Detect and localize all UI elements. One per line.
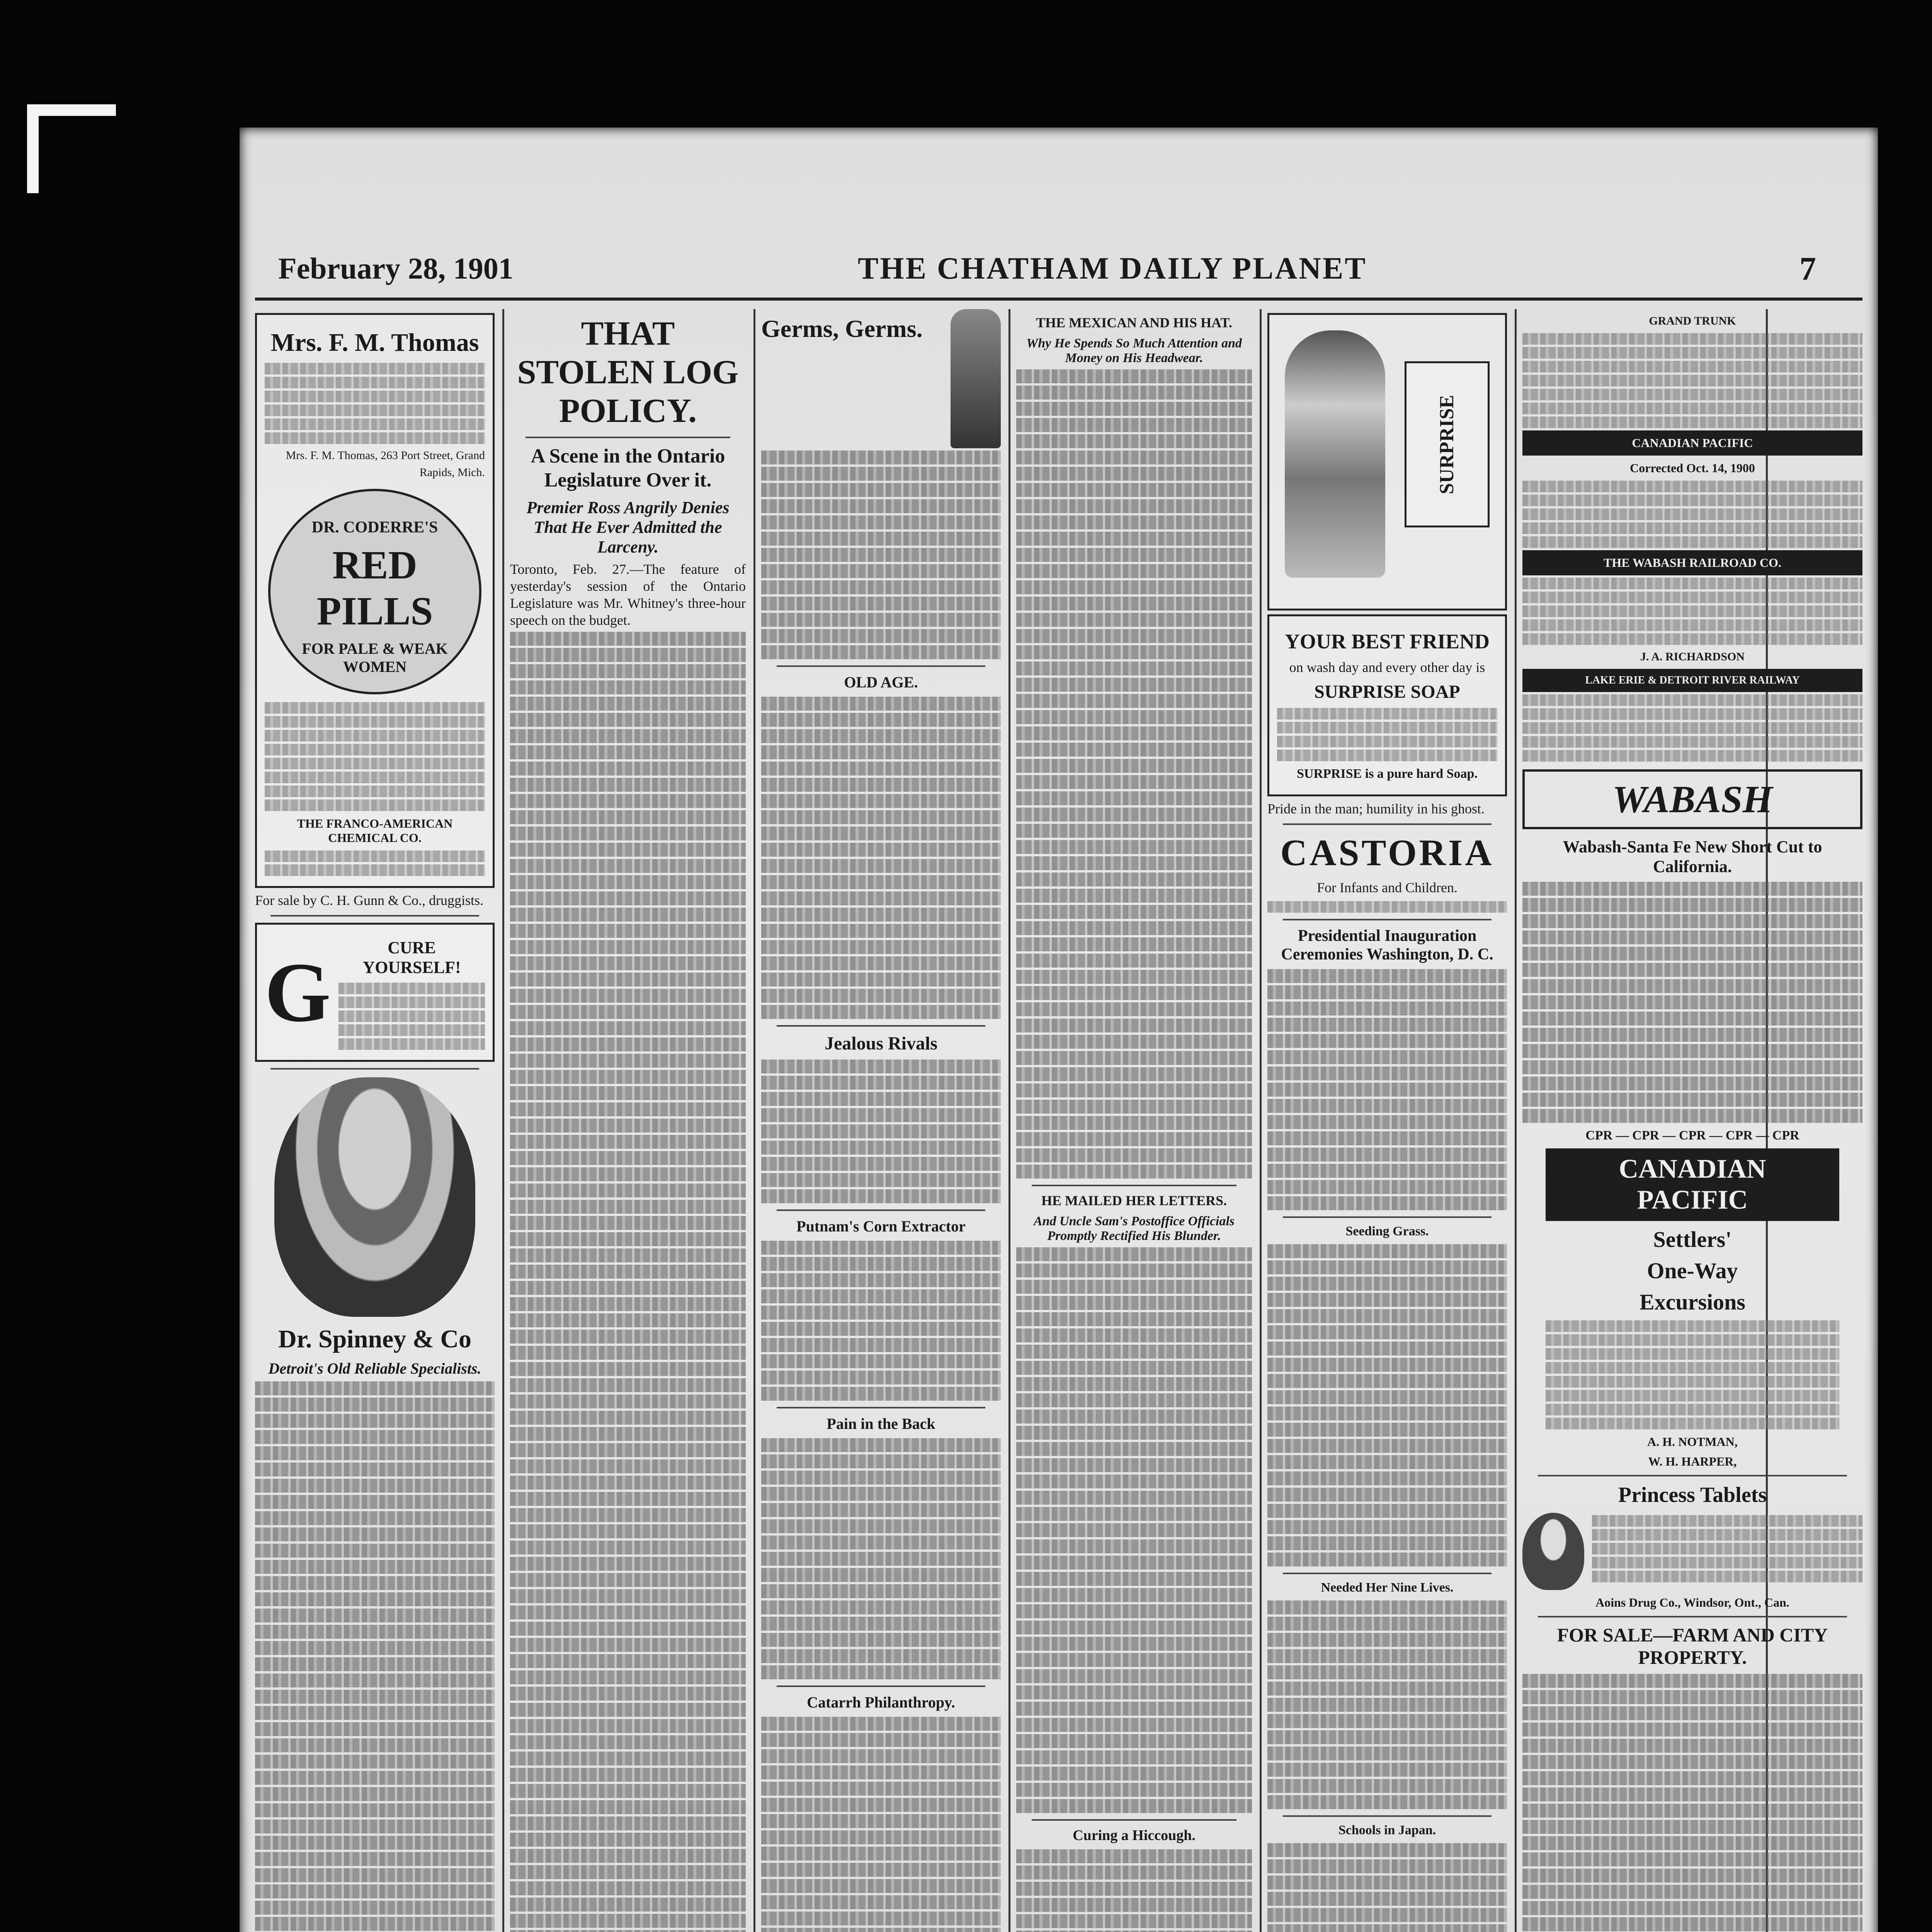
column-divider	[1009, 309, 1010, 1932]
wabash-headline: Wabash-Santa Fe New Short Cut to California.	[1563, 837, 1822, 876]
notman-agent: A. H. NOTMAN,	[1647, 1435, 1738, 1449]
aoins-drug-co: Aoins Drug Co., Windsor, Ont., Can.	[1595, 1595, 1789, 1609]
canadian-pacific-timetable-header: CANADIAN PACIFIC	[1522, 430, 1862, 456]
soap-box-label: SURPRISE	[1436, 395, 1458, 494]
mexican-title: THE MEXICAN AND HIS HAT.	[1036, 315, 1232, 330]
pills-name: RED PILLS	[316, 543, 433, 633]
page-number: 7	[1799, 250, 1816, 287]
settlers-line: Settlers'	[1653, 1227, 1732, 1252]
jealous-rivals-title: Jealous Rivals	[824, 1033, 938, 1054]
column-divider	[1515, 309, 1517, 1932]
castoria-subtitle: For Infants and Children.	[1317, 880, 1458, 895]
surprise-soap-name: SURPRISE SOAP	[1314, 682, 1460, 702]
harper-agent: W. H. HARPER,	[1648, 1454, 1737, 1468]
column-2	[510, 309, 746, 1932]
thomas-name: Mrs. F. M. Thomas	[270, 328, 479, 357]
putnam-title: Putnam's Corn Extractor	[796, 1218, 966, 1235]
sale-notice: For sale by C. H. Gunn & Co., druggists.	[255, 893, 484, 908]
crop-mark	[27, 104, 116, 116]
cp-logo-line-2: PACIFIC	[1637, 1185, 1748, 1215]
princess-tablets-title: Princess Tablets	[1618, 1483, 1767, 1507]
richardson-agent: J. A. RICHARDSON	[1640, 650, 1745, 663]
doctor-portrait	[274, 1077, 475, 1317]
column-divider	[1260, 309, 1262, 1932]
red-pills-ad	[255, 313, 495, 888]
cp-logo-line-1: CANADIAN	[1619, 1154, 1766, 1184]
column-4	[1016, 309, 1252, 1932]
cure-title: CURE YOURSELF!	[362, 938, 461, 977]
deck-ontario: A Scene in the Ontario Legislature Over it.	[531, 445, 725, 491]
one-way-line: One-Way	[1647, 1258, 1738, 1283]
grand-trunk-header: GRAND TRUNK	[1649, 315, 1736, 327]
old-age-title: OLD AGE.	[844, 673, 918, 691]
for-sale-title: FOR SALE—FARM AND CITY PROPERTY.	[1557, 1624, 1828, 1668]
wabash-railroad-header: THE WABASH RAILROAD CO.	[1522, 550, 1862, 575]
big-g-letter: G	[265, 945, 331, 1039]
castoria-title: CASTORIA	[1280, 832, 1494, 873]
mexican-deck: Why He Spends So Much Attention and Money on His Headwear.	[1026, 336, 1242, 365]
lake-erie-header: LAKE ERIE & DETROIT RIVER RAILWAY	[1522, 669, 1862, 692]
cpr-row: CPR — CPR — CPR — CPR — CPR	[1585, 1128, 1799, 1143]
wash-day-line: on wash day and every other day is	[1289, 660, 1485, 675]
best-friend-title: YOUR BEST FRIEND	[1284, 630, 1490, 653]
germs-title: Germs, Germs.	[761, 315, 923, 342]
letters-title: HE MAILED HER LETTERS.	[1041, 1193, 1227, 1208]
newspaper-page	[240, 128, 1878, 1932]
catarrh-title: Catarrh Philanthropy.	[807, 1694, 955, 1711]
thomas-address: Mrs. F. M. Thomas, 263 Port Street, Grand Rapids, Mich.	[286, 449, 485, 479]
article-lead: Toronto, Feb. 27.—The feature of yesterday's session of the Ontario Legislature was Mr. Whitney's three-hour speech on the budget.	[510, 561, 746, 628]
spinney-tagline: Detroit's Old Reliable Specialists.	[268, 1360, 481, 1377]
inauguration-title: Presidential Inauguration Ceremonies Washington, D. C.	[1281, 927, 1493, 963]
vaporizer-illustration	[951, 309, 1001, 448]
surprise-soap-ad	[1267, 614, 1507, 796]
column-1	[255, 309, 495, 1932]
nine-lives-title: Needed Her Nine Lives.	[1321, 1580, 1454, 1595]
schools-japan-title: Schools in Japan.	[1338, 1823, 1436, 1837]
letters-deck: And Uncle Sam's Postoffice Officials Promptly Rectified His Blunder.	[1033, 1214, 1235, 1243]
headline-log-policy: THAT STOLEN LOG POLICY.	[517, 315, 739, 430]
surprise-soap-illustration	[1267, 313, 1507, 611]
masthead-rule	[255, 298, 1862, 301]
pills-brand: DR. CODERRE'S	[311, 519, 438, 536]
pills-subtitle: FOR PALE & WEAK WOMEN	[302, 640, 448, 675]
pride-line: Pride in the man; humility in his ghost.	[1267, 801, 1485, 816]
excursions-line: Excursions	[1639, 1289, 1745, 1315]
column-6	[1522, 309, 1862, 1932]
column-divider	[502, 309, 504, 1932]
issue-date: February 28, 1901	[278, 252, 514, 285]
pills-company: THE FRANCO-AMERICAN CHEMICAL CO.	[297, 816, 453, 845]
hiccough-title: Curing a Hiccough.	[1073, 1827, 1196, 1844]
column-5	[1267, 309, 1507, 1932]
seeding-title: Seeding Grass.	[1345, 1224, 1429, 1238]
woman-figure	[1285, 330, 1385, 578]
subdeck-ross: Premier Ross Angrily Denies That He Ever Admitted the Larceny.	[526, 498, 730, 556]
princess-portrait	[1522, 1513, 1584, 1590]
settlers-excursion-ad	[1546, 1226, 1839, 1469]
red-pills-emblem	[268, 489, 481, 694]
column-divider	[753, 309, 755, 1932]
wabash-logo: WABASH	[1522, 769, 1862, 829]
cure-yourself-ad	[255, 923, 495, 1062]
spinney-name: Dr. Spinney & Co	[278, 1325, 471, 1353]
column-3	[761, 309, 1001, 1932]
corrected-date: Corrected Oct. 14, 1900	[1630, 461, 1755, 475]
surprise-tagline: SURPRISE is a pure hard Soap.	[1297, 767, 1478, 781]
masthead	[255, 247, 1862, 298]
canadian-pacific-logo	[1546, 1148, 1839, 1221]
pain-back-title: Pain in the Back	[827, 1415, 935, 1432]
newspaper-title: THE CHATHAM DAILY PLANET	[858, 252, 1367, 286]
crop-mark	[27, 104, 39, 193]
soap-box	[1405, 361, 1490, 527]
